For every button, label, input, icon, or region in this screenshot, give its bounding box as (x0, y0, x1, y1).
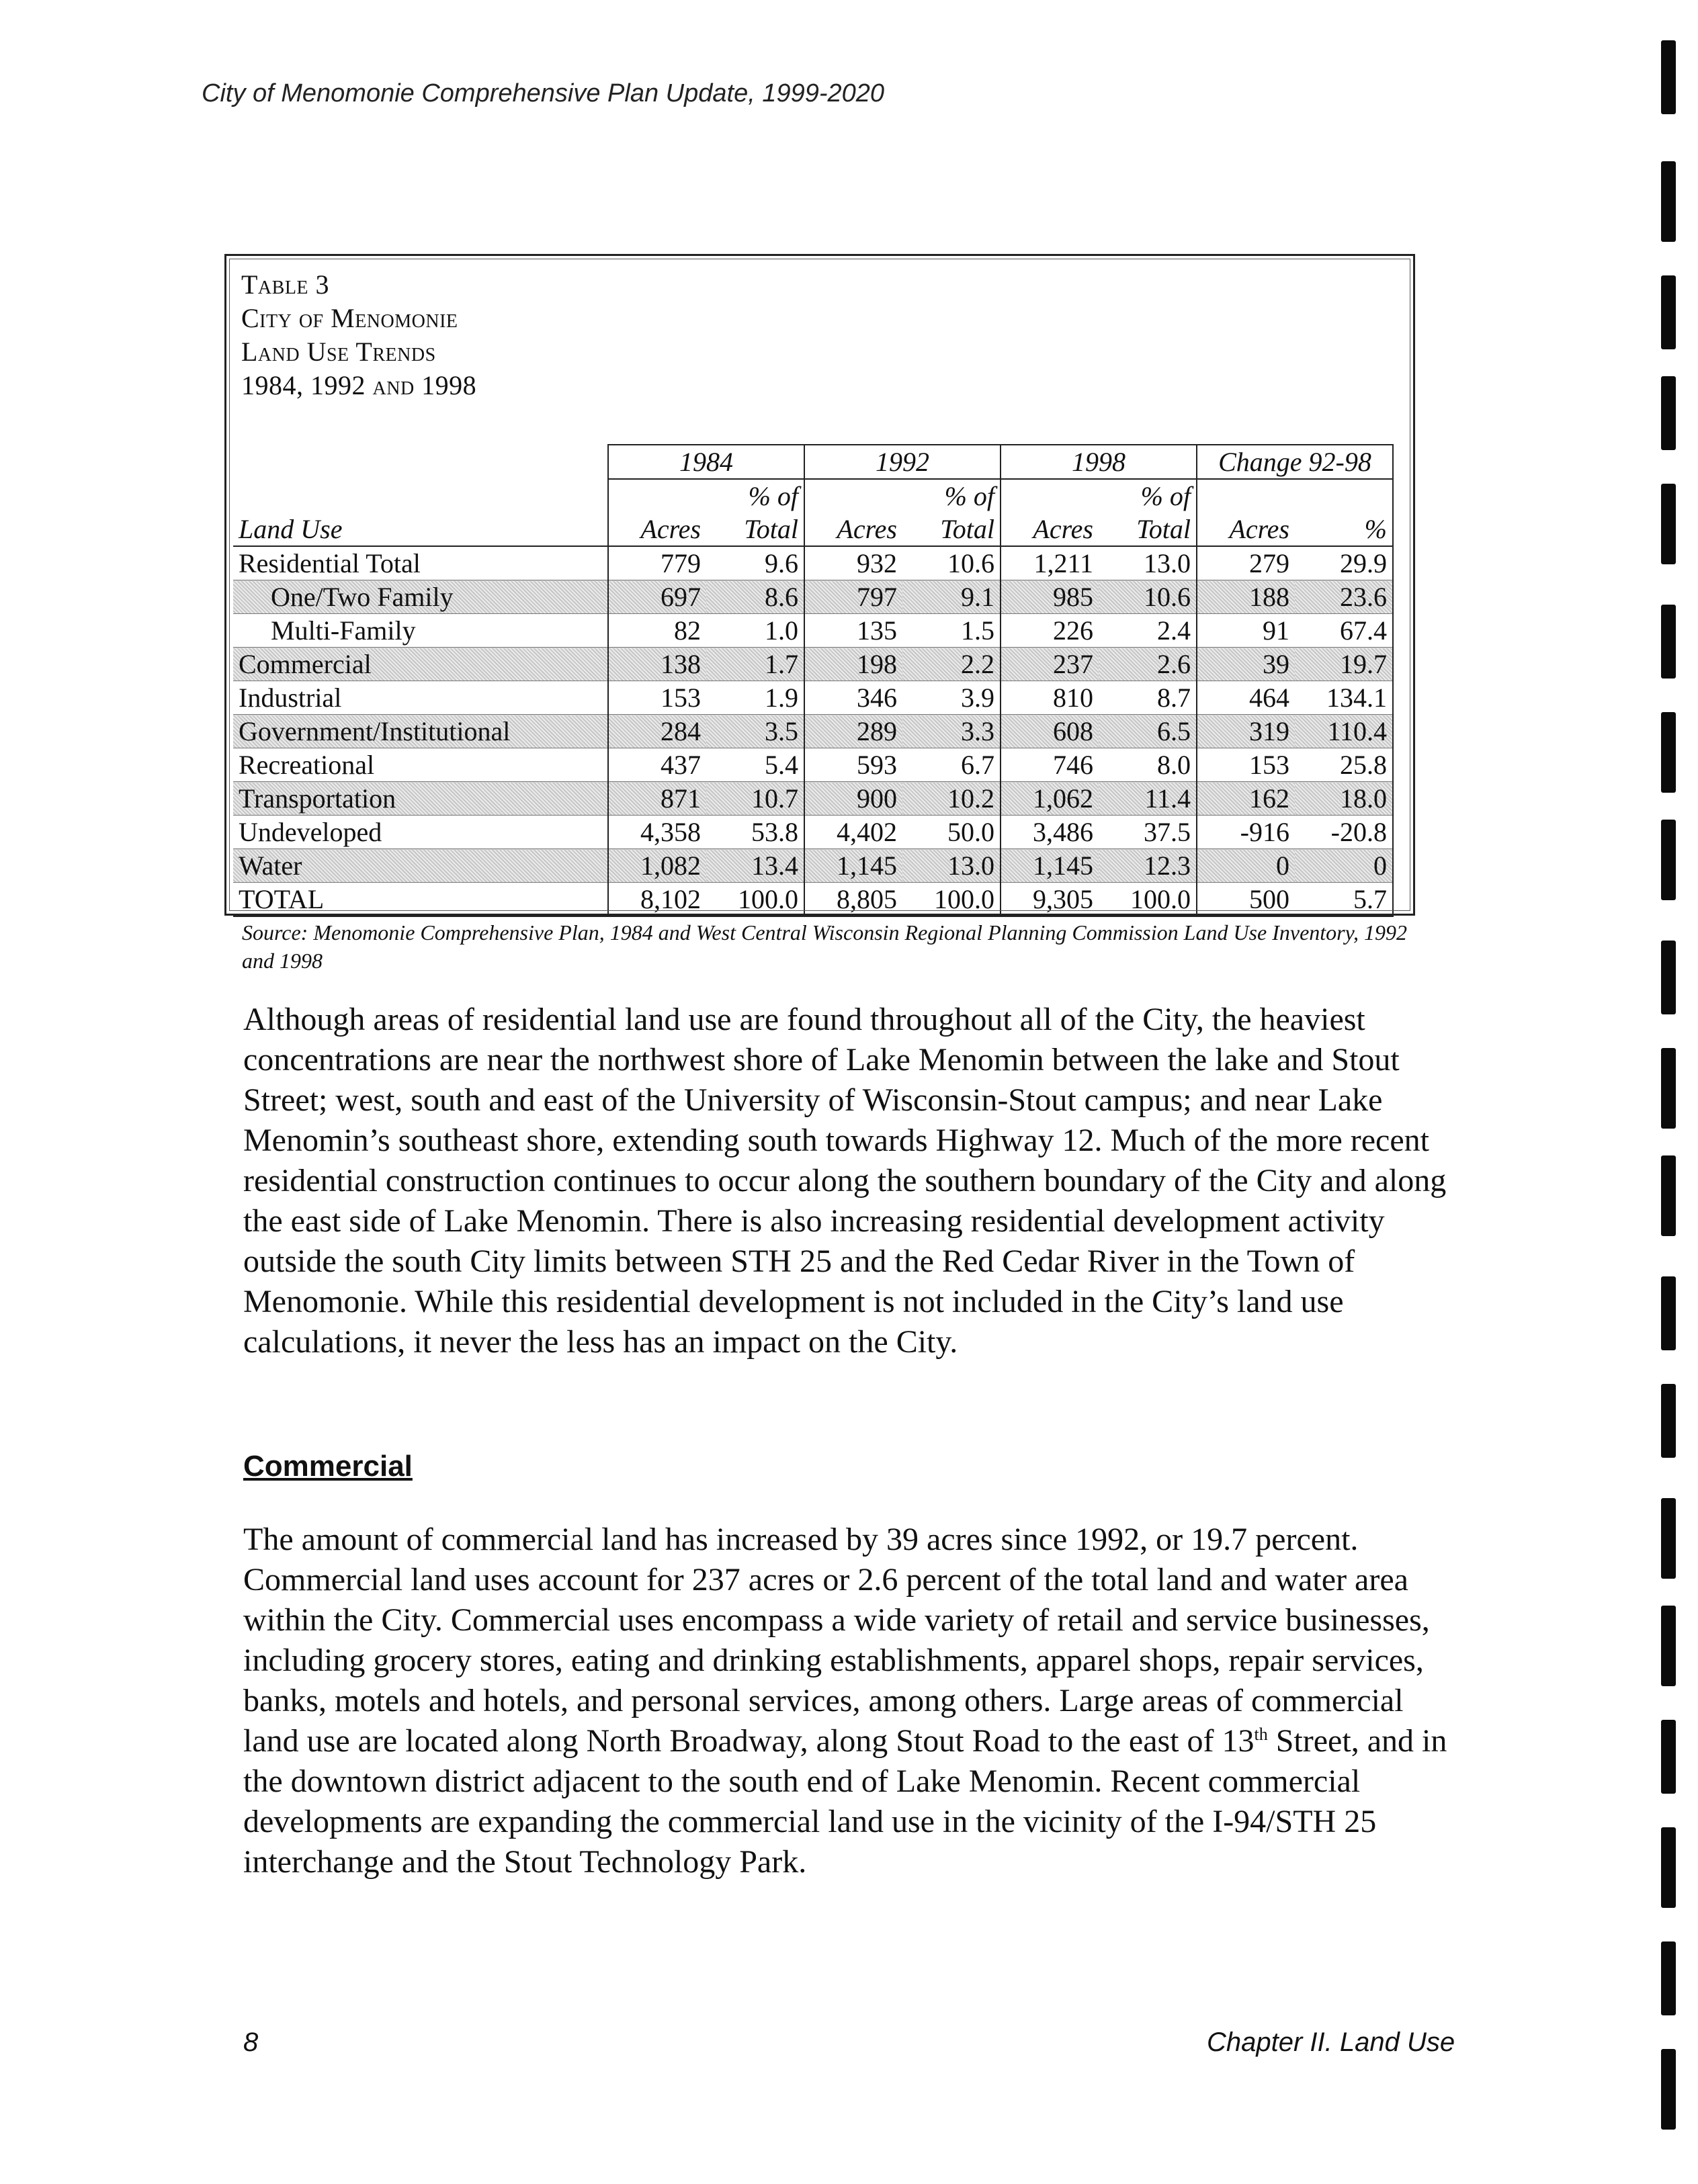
pct-of-header: % of (1140, 481, 1191, 511)
cell: 82 (608, 614, 706, 648)
group-header-change: Change 92-98 (1197, 445, 1393, 479)
cell: 932 (804, 546, 902, 580)
cell: 50.0 (947, 817, 994, 847)
cell: 810 (1001, 681, 1099, 715)
binding-mark (1661, 1720, 1676, 1794)
cell: 11.4 (1099, 782, 1197, 816)
cell: 8.7 (1157, 683, 1191, 713)
cell: 162 (1197, 782, 1295, 816)
cell: 198 (804, 648, 902, 681)
cell: 746 (1001, 748, 1099, 782)
binding-mark (1661, 1048, 1676, 1129)
cell: 1.0 (765, 615, 798, 646)
table-row (233, 648, 1393, 681)
row-label: Multi-Family (271, 615, 416, 646)
table-row (233, 849, 1393, 883)
blank-header-cell (1197, 479, 1295, 513)
blank-header-cell (233, 479, 608, 513)
commercial-heading: Commercial (243, 1450, 413, 1483)
table-row (233, 681, 1393, 715)
row-label: TOTAL (233, 883, 608, 917)
row-label: Government/Institutional (233, 715, 608, 748)
row-label: One/Two Family (233, 580, 608, 614)
cell: 319 (1197, 715, 1295, 748)
cell: 13.0 (902, 849, 1001, 883)
table-title-line: Land Use Trends (241, 337, 436, 367)
table-row (233, 546, 1393, 580)
cell: 289 (804, 715, 902, 748)
blank-header-cell (804, 479, 902, 513)
row-label: Commercial (233, 648, 608, 681)
binding-mark (1661, 941, 1676, 1014)
cell: 19.7 (1295, 648, 1393, 681)
cell: 110.4 (1295, 715, 1393, 748)
cell: 4,402 (804, 816, 902, 849)
land-use-column-header: Land Use (233, 513, 608, 546)
pct-of-header-row (233, 479, 1393, 513)
binding-mark (1661, 1276, 1676, 1350)
cell: 2.4 (1157, 615, 1191, 646)
table-title-line: Table 3 (241, 269, 330, 300)
cell: 135 (804, 614, 902, 648)
binding-mark (1661, 1155, 1676, 1236)
cell: -20.8 (1295, 816, 1393, 849)
cell: 3,486 (1001, 816, 1099, 849)
cell: 9.6 (765, 548, 798, 578)
cell: 12.3 (1099, 849, 1197, 883)
cell: 10.7 (706, 782, 804, 816)
column-header: Total (902, 513, 1001, 546)
blank-header-cell (1001, 479, 1099, 513)
binding-mark (1661, 1606, 1676, 1686)
cell: 1.7 (706, 648, 804, 681)
cell: 608 (1001, 715, 1099, 748)
cell: 5.4 (765, 750, 798, 780)
cell: 900 (804, 782, 902, 816)
cell: 153 (1197, 748, 1295, 782)
cell: 9,305 (1001, 883, 1099, 917)
cell: 1,211 (1001, 546, 1099, 580)
cell: 1,062 (1001, 782, 1099, 816)
cell: 91 (1197, 614, 1295, 648)
cell: 871 (608, 782, 706, 816)
pct-of-header: % of (748, 481, 798, 511)
cell: -916 (1197, 816, 1295, 849)
cell: 53.8 (751, 817, 798, 847)
row-label: Water (233, 849, 608, 883)
cell: 153 (608, 681, 706, 715)
cell: 593 (804, 748, 902, 782)
cell: 3.9 (961, 683, 994, 713)
cell: 226 (1001, 614, 1099, 648)
cell: 8,102 (608, 883, 706, 917)
table-row (233, 816, 1393, 849)
table-row (233, 715, 1393, 748)
commercial-paragraph (243, 1520, 1453, 1882)
cell: 279 (1197, 546, 1295, 580)
row-label: Undeveloped (239, 817, 382, 847)
cell: 134.1 (1295, 681, 1393, 715)
year-group-header-row (233, 445, 1393, 479)
binding-mark (1661, 1498, 1676, 1579)
binding-mark (1661, 376, 1676, 450)
blank-header-cell (1295, 479, 1393, 513)
land-use-trends-table (233, 444, 1394, 917)
cell: 8.6 (706, 580, 804, 614)
cell: 2.6 (1099, 648, 1197, 681)
cell: 1.9 (765, 683, 798, 713)
cell: 985 (1001, 580, 1099, 614)
blank-header-cell (233, 445, 608, 479)
ordinal-suffix: th (1254, 1724, 1268, 1744)
binding-marks (1657, 0, 1698, 2184)
cell: 6.7 (961, 750, 994, 780)
cell: 284 (608, 715, 706, 748)
row-label: Transportation (233, 782, 608, 816)
column-header: Total (1099, 513, 1197, 546)
land-use-table-box (224, 254, 1415, 916)
group-header-1992: 1992 (804, 445, 1001, 479)
cell: 10.2 (902, 782, 1001, 816)
blank-header-cell (608, 479, 706, 513)
cell: 23.6 (1295, 580, 1393, 614)
cell: 100.0 (706, 883, 804, 917)
table-row (233, 614, 1393, 648)
cell: 237 (1001, 648, 1099, 681)
cell: 779 (608, 546, 706, 580)
residential-paragraph: Although areas of residential land use are found throughout all of the City, the heaviest concentrations are near the northwest shore of Lake Menomin between the lake and Stout Street; west, south and east of the University of Wisconsin-Stout campus; and near Lake Menomin’s southeast shore, extending south towards Highway 12. Much of the more recent residential construction continues to occur along the southern boundary of the City and along the east side of Lake Menomin. There is also increasing residential development activity outside the south City limits between STH 25 and the Red Cedar River in the Town of Menomonie. While this residential development is not included in the City’s land use calculations, it never the less has an impact on the City. (243, 1002, 1447, 1360)
cell: 464 (1197, 681, 1295, 715)
cell: 4,358 (608, 816, 706, 849)
cell: 10.6 (947, 548, 994, 578)
binding-mark (1661, 484, 1676, 564)
cell: 9.1 (902, 580, 1001, 614)
cell: 138 (608, 648, 706, 681)
cell: 0 (1197, 849, 1295, 883)
column-header: Acres (1001, 513, 1099, 546)
table-row-total (233, 883, 1393, 917)
cell: 100.0 (902, 883, 1001, 917)
binding-mark (1661, 275, 1676, 349)
cell: 2.2 (902, 648, 1001, 681)
cell: 37.5 (1144, 817, 1191, 847)
table-title-line: 1984, 1992 and 1998 (241, 370, 477, 400)
page-number: 8 (243, 2027, 259, 2057)
column-header: Total (706, 513, 804, 546)
group-header-1998: 1998 (1001, 445, 1197, 479)
table-row (233, 748, 1393, 782)
cell: 500 (1197, 883, 1295, 917)
column-header: % (1295, 513, 1393, 546)
cell: 1,145 (1001, 849, 1099, 883)
binding-mark (1661, 161, 1676, 242)
cell: 697 (608, 580, 706, 614)
binding-mark (1661, 712, 1676, 793)
cell: 3.3 (902, 715, 1001, 748)
binding-mark (1661, 40, 1676, 114)
table-row (233, 580, 1393, 614)
commercial-paragraph-text: The amount of commercial land has increased by 39 acres since 1992, or 19.7 percent. Commercial land uses account for 237 acres or 2.6 percent of the total land and water area within the City. Commercial uses encompass a wide variety of retail and service businesses, including grocery stores, eating and drinking establishments, apparel shops, repair services, banks, motels and hotels, and personal services, among others. Large areas of commercial land use are located along North Broadway, along Stout Road to the east of 13 (243, 1522, 1430, 1759)
row-label: Industrial (239, 683, 342, 713)
running-header: City of Menomonie Comprehensive Plan Update, 1999-2020 (202, 79, 885, 107)
cell: 1,145 (804, 849, 902, 883)
cell: 188 (1197, 580, 1295, 614)
binding-mark (1661, 2049, 1676, 2130)
binding-mark (1661, 605, 1676, 679)
table-source-note: Source: Menomonie Comprehensive Plan, 1984 and West Central Wisconsin Regional Planning Commission Land Use Inventory, 1992 and 1998 (242, 920, 1408, 973)
commercial-paragraph-text: Street, and in the downtown district adjacent to the south end of Lake Menomin. Recent commercial developments are expanding the commercial land use in the vicinity of the I-94/STH 25 interchange and the Stout Technology Park. (243, 1723, 1447, 1880)
binding-mark (1661, 1827, 1676, 1908)
cell: 797 (804, 580, 902, 614)
cell: 8,805 (804, 883, 902, 917)
cell: 8.0 (1157, 750, 1191, 780)
group-header-1984: 1984 (608, 445, 804, 479)
cell: 39 (1197, 648, 1295, 681)
cell: 346 (804, 681, 902, 715)
row-label: Residential Total (239, 548, 421, 578)
binding-mark (1661, 1941, 1676, 2015)
cell: 13.4 (706, 849, 804, 883)
cell: 1,082 (608, 849, 706, 883)
cell: 5.7 (1295, 883, 1393, 917)
cell: 437 (608, 748, 706, 782)
cell: 0 (1295, 849, 1393, 883)
column-header: Acres (804, 513, 902, 546)
cell: 18.0 (1295, 782, 1393, 816)
cell: 1.5 (961, 615, 994, 646)
binding-mark (1661, 1384, 1676, 1458)
chapter-footer: Chapter II. Land Use (1207, 2027, 1455, 2057)
cell: 6.5 (1099, 715, 1197, 748)
table-title-line: City of Menomonie (241, 303, 458, 333)
cell: 10.6 (1099, 580, 1197, 614)
binding-mark (1661, 820, 1676, 900)
cell: 3.5 (706, 715, 804, 748)
cell: 29.9 (1295, 546, 1393, 580)
cell: 100.0 (1099, 883, 1197, 917)
table-row (233, 782, 1393, 816)
cell: 67.4 (1295, 614, 1393, 648)
column-header: Acres (608, 513, 706, 546)
column-header-row (233, 513, 1393, 546)
cell: 25.8 (1295, 748, 1393, 782)
table-title (241, 268, 476, 402)
pct-of-header: % of (944, 481, 994, 511)
cell: 13.0 (1144, 548, 1191, 578)
column-header: Acres (1197, 513, 1295, 546)
row-label: Recreational (239, 750, 375, 780)
